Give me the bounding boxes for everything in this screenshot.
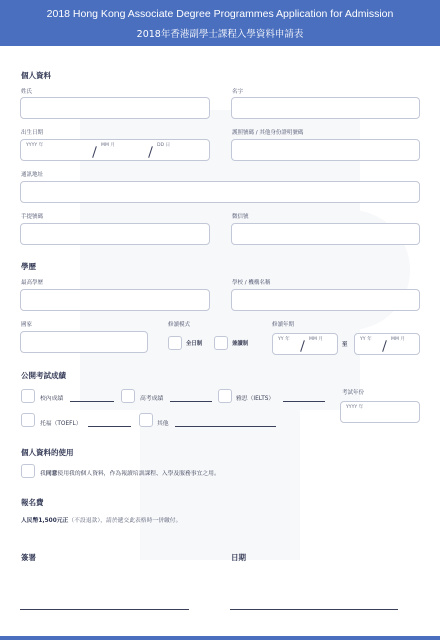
school-results-checkbox[interactable] bbox=[21, 389, 35, 403]
form-header bbox=[0, 0, 440, 46]
highest-education-label: 最高學歷 bbox=[21, 280, 44, 286]
signature-label: 簽署 bbox=[21, 553, 36, 562]
fee-text bbox=[21, 515, 181, 524]
gaokao-checkbox[interactable] bbox=[121, 389, 135, 403]
wechat-field[interactable] bbox=[231, 223, 420, 245]
school-name-label: 學校 / 機構名稱 bbox=[232, 280, 271, 286]
address-field[interactable] bbox=[20, 181, 420, 203]
fee-instruction: ，請於遞交此表格時一併繳付。 bbox=[100, 518, 182, 524]
exam-year-field[interactable] bbox=[340, 401, 420, 423]
school-results-line[interactable] bbox=[70, 401, 114, 402]
consent-text bbox=[40, 468, 220, 477]
highest-education-field[interactable] bbox=[20, 289, 210, 311]
date-label: 日期 bbox=[231, 553, 246, 562]
dob-month-placeholder: MM 月 bbox=[101, 143, 115, 148]
study-years-label: 修讀年期 bbox=[272, 322, 295, 328]
given-name-field[interactable] bbox=[231, 97, 420, 119]
consent-agree: 同意 bbox=[45, 471, 58, 477]
surname-label: 姓氏 bbox=[21, 89, 33, 95]
given-name-label: 名字 bbox=[232, 89, 244, 95]
study-to-field[interactable] bbox=[354, 333, 420, 355]
toefl-checkbox[interactable] bbox=[21, 413, 35, 427]
address-label: 通訊地址 bbox=[21, 172, 44, 178]
education-section-heading: 學歷 bbox=[21, 262, 36, 271]
consent-prefix: 我 bbox=[40, 471, 46, 477]
ielts-line[interactable] bbox=[283, 401, 325, 402]
date-line[interactable] bbox=[230, 609, 398, 610]
to-month-placeholder: MM 月 bbox=[391, 337, 405, 342]
personal-section-heading: 個人資料 bbox=[21, 71, 51, 80]
country-field[interactable] bbox=[20, 331, 148, 353]
id-number-label: 護照號碼 / 其他身份證明號碼 bbox=[232, 130, 304, 136]
exams-section-heading: 公開考試成績 bbox=[21, 371, 66, 380]
country-label: 國家 bbox=[21, 322, 33, 328]
other-exam-label: 其他 bbox=[157, 421, 169, 427]
full-time-label: 全日制 bbox=[186, 341, 203, 347]
dob-label: 出生日期 bbox=[21, 130, 44, 136]
mobile-label: 手提號碼 bbox=[21, 214, 44, 220]
school-results-label: 校內成績 bbox=[40, 396, 64, 402]
mobile-field[interactable] bbox=[20, 223, 210, 245]
exam-year-label: 考試年份 bbox=[342, 390, 365, 396]
form-title-en: 2018 Hong Kong Associate Degree Programmes Application for Admission bbox=[46, 8, 394, 20]
to-label: 至 bbox=[342, 342, 348, 348]
footer-bar bbox=[0, 636, 440, 640]
gaokao-line[interactable] bbox=[170, 401, 212, 402]
dob-day-placeholder: DD 日 bbox=[157, 143, 171, 148]
date-separator bbox=[382, 340, 387, 352]
surname-field[interactable] bbox=[20, 97, 210, 119]
full-time-checkbox[interactable] bbox=[168, 336, 182, 350]
from-year-placeholder: YY 年 bbox=[278, 337, 290, 342]
from-month-placeholder: MM 月 bbox=[309, 337, 323, 342]
to-year-placeholder: YY 年 bbox=[360, 337, 372, 342]
consent-suffix: 使用我的個人資料，作為報讀培訓課程、入學及服務事宜之用。 bbox=[57, 471, 220, 477]
date-separator bbox=[92, 146, 97, 158]
wechat-label: 微信號 bbox=[232, 214, 249, 220]
toefl-line[interactable] bbox=[88, 426, 131, 427]
other-exam-line[interactable] bbox=[175, 426, 276, 427]
study-from-field[interactable] bbox=[272, 333, 338, 355]
signature-line[interactable] bbox=[20, 609, 189, 610]
fee-amount: 人民幣1,500元正 bbox=[21, 518, 69, 524]
form-title-zh: 2018年香港副學士課程入學資料申請表 bbox=[136, 29, 304, 40]
study-mode-label: 修讀模式 bbox=[168, 322, 191, 328]
ielts-checkbox[interactable] bbox=[218, 389, 232, 403]
date-separator bbox=[148, 146, 153, 158]
consent-section-heading: 個人資料的使用 bbox=[21, 448, 74, 457]
school-name-field[interactable] bbox=[231, 289, 420, 311]
exam-year-placeholder: YYYY 年 bbox=[346, 405, 364, 410]
other-exam-checkbox[interactable] bbox=[139, 413, 153, 427]
dob-field[interactable] bbox=[20, 139, 210, 161]
part-time-checkbox[interactable] bbox=[214, 336, 228, 350]
fee-section-heading: 報名費 bbox=[21, 498, 44, 507]
id-number-field[interactable] bbox=[231, 139, 420, 161]
date-separator bbox=[300, 340, 305, 352]
toefl-label: 托福（TOEFL） bbox=[40, 421, 82, 427]
ielts-label: 雅思（IELTS） bbox=[236, 396, 275, 402]
fee-note: （不設退款） bbox=[68, 518, 101, 524]
consent-checkbox[interactable] bbox=[21, 464, 35, 478]
dob-year-placeholder: YYYY 年 bbox=[26, 143, 44, 148]
gaokao-label: 高考成績 bbox=[140, 396, 164, 402]
part-time-label: 兼讀制 bbox=[232, 341, 249, 347]
